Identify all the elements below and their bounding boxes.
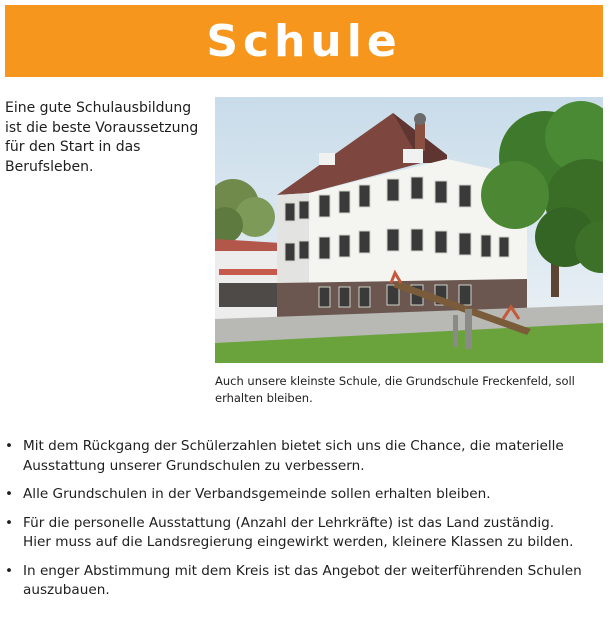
bullet-line: Für die personelle Ausstattung (Anzahl der Lehrkräfte) ist das Land zuständig. bbox=[23, 514, 555, 531]
school-building-illustration bbox=[215, 97, 603, 363]
intro-line: ist die beste Voraussetzung bbox=[5, 119, 199, 136]
caption-line: Auch unsere kleinste Schule, die Grundschule Freckenfeld, soll bbox=[215, 374, 575, 388]
bullet-marker: • bbox=[5, 486, 14, 502]
bullet-line: Alle Grundschulen in der Verbandsgemeinde sollen erhalten bleiben. bbox=[23, 486, 491, 502]
bullet-marker: • bbox=[5, 562, 14, 579]
bullet-marker: • bbox=[5, 438, 14, 454]
list-item bbox=[5, 437, 605, 476]
page-title: Schule bbox=[206, 15, 402, 67]
bullet-marker: • bbox=[5, 514, 14, 531]
bullet-line: auszubauen. bbox=[23, 582, 110, 598]
intro-line: Berufsleben. bbox=[5, 158, 94, 175]
list-item bbox=[5, 485, 605, 505]
bullet-list bbox=[5, 437, 605, 610]
bullet-line: Ausstattung unserer Grundschulen zu verbessern. bbox=[23, 457, 365, 474]
intro-line: Eine gute Schulausbildung bbox=[5, 100, 192, 116]
photo-caption bbox=[215, 373, 603, 407]
bullet-line: In enger Abstimmung mit dem Kreis ist das Angebot der weiterführenden Schulen bbox=[23, 562, 582, 579]
school-photo bbox=[215, 97, 603, 363]
intro-text bbox=[5, 99, 210, 177]
intro-line: für den Start in das bbox=[5, 139, 141, 155]
bullet-line: Mit dem Rückgang der Schülerzahlen bietet sich uns die Chance, die materielle bbox=[23, 438, 564, 454]
caption-line: erhalten bleiben. bbox=[215, 391, 313, 405]
list-item bbox=[5, 562, 605, 601]
bullet-line: Hier muss auf die Landsregierung eingewirkt werden, kleinere Klassen zu bilden. bbox=[23, 534, 574, 550]
list-item bbox=[5, 514, 605, 553]
side-building bbox=[215, 239, 281, 319]
title-banner bbox=[5, 5, 603, 77]
